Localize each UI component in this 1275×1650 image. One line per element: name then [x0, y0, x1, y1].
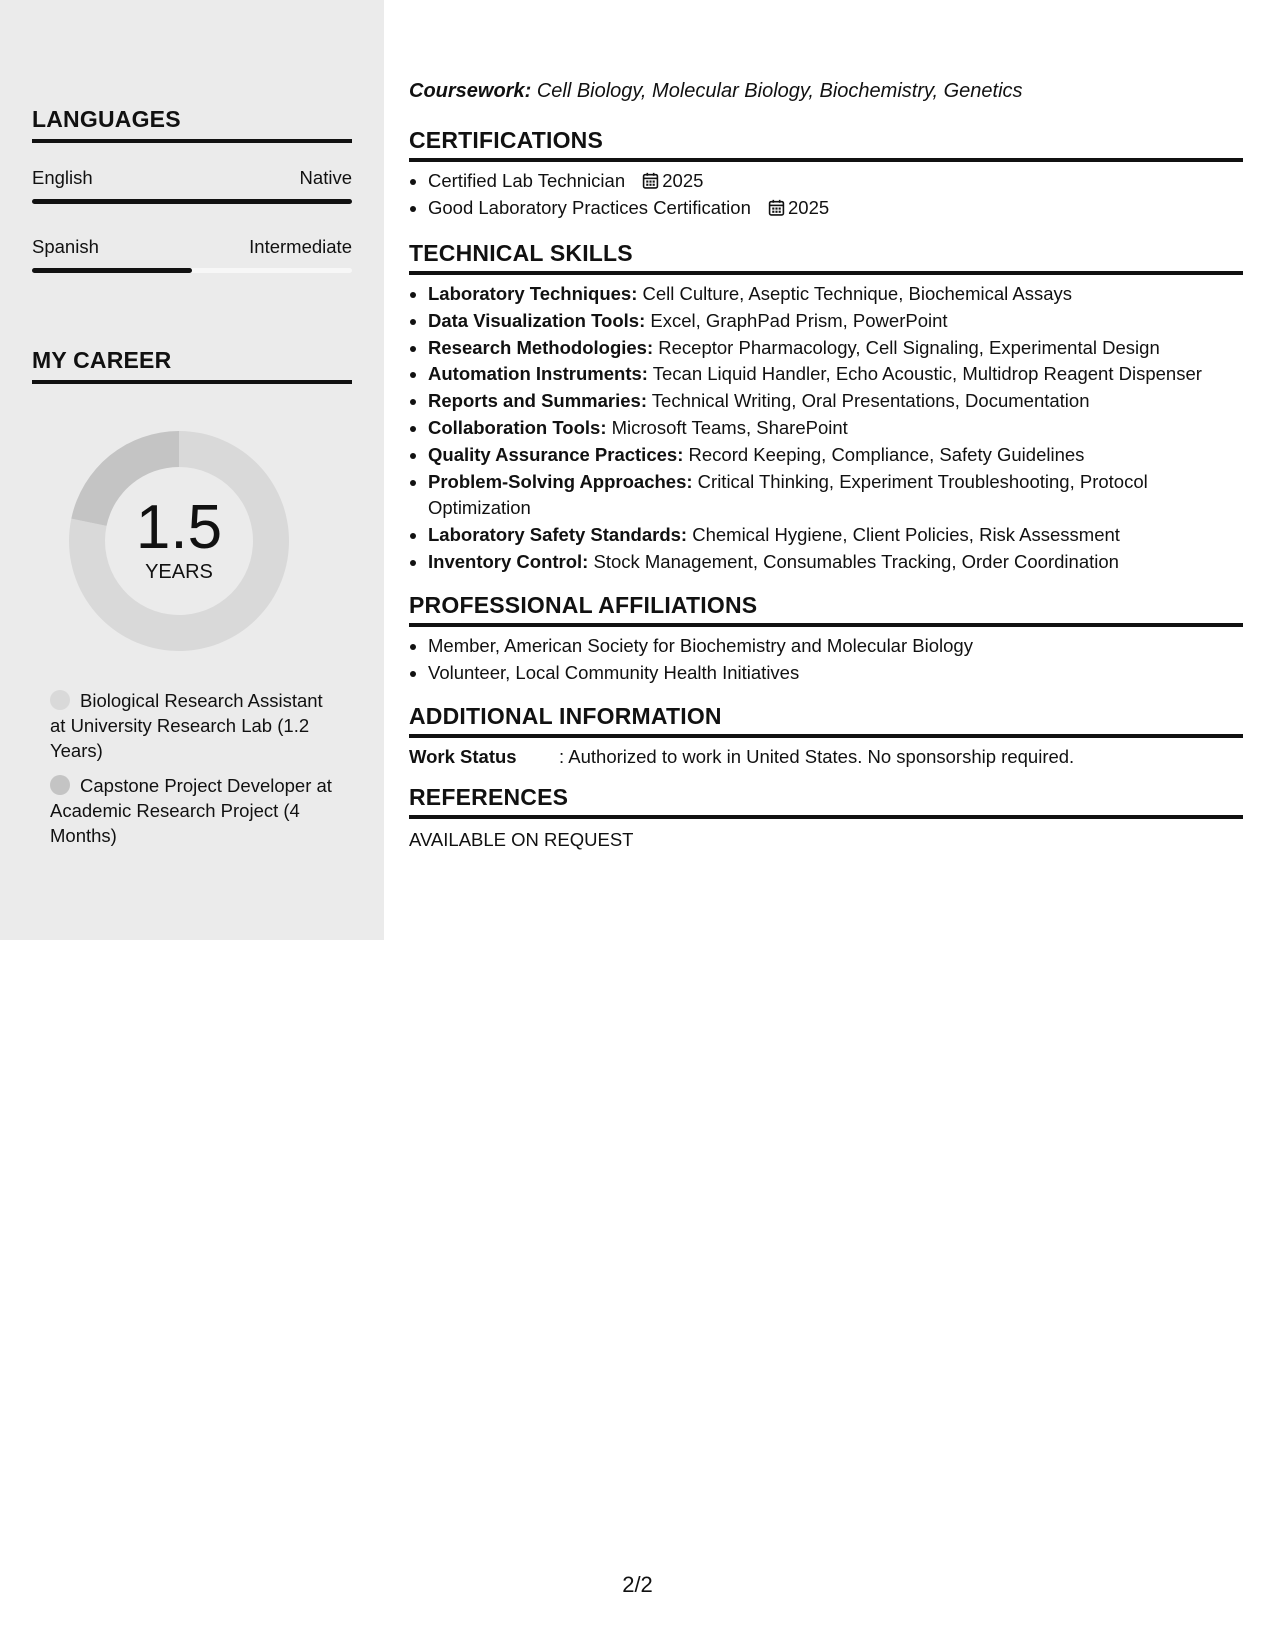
skill-label: Laboratory Safety Standards: [428, 524, 688, 546]
calendar-icon [768, 199, 785, 216]
coursework-label: Coursework: [409, 80, 532, 102]
list-item: • Member, American Society for Biochemistry and Molecular Biology [428, 633, 1243, 660]
list-item [428, 195, 1243, 222]
technical-skills-list [409, 281, 1243, 576]
coursework [409, 80, 1023, 103]
language-item [32, 236, 352, 273]
skill-text: Cell Culture, Aseptic Technique, Biochemical Assays [642, 283, 1072, 304]
certification-name: Good Laboratory Practices Certification [428, 196, 751, 218]
work-status-label: Work Status [409, 746, 517, 767]
skill-label: Laboratory Techniques: [428, 283, 638, 304]
legend-label: Capstone Project Developer at Academic Research Project (4 Months) [50, 775, 332, 846]
legend-item [50, 688, 340, 763]
skill-text: Excel, GraphPad Prism, PowerPoint [650, 309, 948, 331]
languages-section [32, 106, 352, 273]
language-level: Intermediate [249, 236, 352, 257]
affiliations-title: PROFESSIONAL AFFILIATIONS [409, 592, 1243, 627]
references-title: REFERENCES [409, 784, 1243, 819]
skill-item [428, 281, 1243, 308]
language-proficiency-fill [32, 268, 192, 273]
career-legend [50, 688, 340, 858]
skill-label: Quality Assurance Practices: [428, 443, 684, 465]
career-total-unit: YEARS [145, 560, 213, 583]
additional-information-title: ADDITIONAL INFORMATION [409, 703, 1243, 738]
language-proficiency-bar [32, 199, 352, 204]
skill-label: Inventory Control: [428, 550, 589, 572]
skill-item [428, 361, 1243, 388]
calendar-icon [642, 172, 659, 189]
skill-text: Technical Writing, Oral Presentations, Documentation [651, 390, 1090, 412]
skill-item [428, 335, 1243, 362]
skill-label: Automation Instruments: [428, 363, 648, 385]
page-number: 2/2 [622, 1572, 653, 1597]
technical-skills-title: TECHNICAL SKILLS [409, 240, 1243, 275]
skill-item [428, 522, 1243, 549]
list-item: • Volunteer, Local Community Health Initiatives [428, 660, 1243, 687]
skill-label: Data Visualization Tools: [428, 309, 646, 331]
work-status-value: : Authorized to work in United States. No sponsorship required. [559, 746, 1075, 767]
skill-label: Research Methodologies: [428, 336, 654, 358]
language-level: Native [299, 167, 352, 188]
career-donut-center [66, 428, 292, 654]
skill-text: Microsoft Teams, SharePoint [611, 416, 848, 438]
legend-label: Biological Research Assistant at University Research Lab (1.2 Years) [50, 690, 323, 761]
languages-title: LANGUAGES [32, 106, 352, 143]
language-proficiency-bar [32, 268, 352, 273]
circle-icon [50, 775, 70, 795]
career-total-value: 1.5 [135, 492, 223, 562]
legend-item [50, 773, 340, 848]
skill-item [428, 469, 1243, 523]
skill-label: Reports and Summaries: [428, 390, 647, 412]
certifications-section [409, 127, 1243, 222]
language-name: English [32, 167, 93, 188]
skill-text: Tecan Liquid Handler, Echo Acoustic, Multidrop Reagent Dispenser [652, 363, 1202, 385]
certifications-title: CERTIFICATIONS [409, 127, 1243, 162]
technical-skills-section [409, 240, 1243, 576]
circle-icon [50, 690, 70, 710]
references-text: AVAILABLE ON REQUEST [409, 829, 634, 850]
sidebar [0, 0, 384, 940]
skill-label: Problem-Solving Approaches: [428, 470, 693, 492]
affiliations-list [409, 633, 1243, 687]
career-donut-chart [66, 428, 292, 654]
certification-name: Certified Lab Technician [428, 170, 626, 191]
list-item [428, 168, 1243, 195]
certification-year: 2025 [662, 170, 704, 191]
coursework-text: Cell Biology, Molecular Biology, Biochemistry, Genetics [536, 80, 1023, 102]
skill-item [428, 549, 1243, 576]
skill-item [428, 442, 1243, 469]
skill-text: Chemical Hygiene, Client Policies, Risk Assessment [692, 524, 1120, 546]
skill-item [428, 388, 1243, 415]
skill-text: Record Keeping, Compliance, Safety Guidelines [688, 443, 1085, 465]
certification-year: 2025 [788, 196, 830, 218]
skill-label: Collaboration Tools: [428, 416, 607, 438]
skill-text: Receptor Pharmacology, Cell Signaling, Experimental Design [658, 336, 1160, 358]
additional-information-section [409, 703, 1243, 768]
skill-item [428, 415, 1243, 442]
skill-item [428, 308, 1243, 335]
skill-text: Critical Thinking, Experiment Troubleshooting, Protocol Optimization [428, 470, 1148, 519]
references-section [409, 784, 1243, 851]
career-section [32, 347, 352, 384]
career-title: MY CAREER [32, 347, 352, 384]
affiliations-section [409, 592, 1243, 687]
work-status-row [409, 746, 1243, 768]
certifications-list [409, 168, 1243, 222]
language-name: Spanish [32, 236, 99, 257]
skill-text: Stock Management, Consumables Tracking, Order Coordination [593, 550, 1119, 572]
language-item [32, 167, 352, 204]
language-proficiency-fill [32, 199, 352, 204]
